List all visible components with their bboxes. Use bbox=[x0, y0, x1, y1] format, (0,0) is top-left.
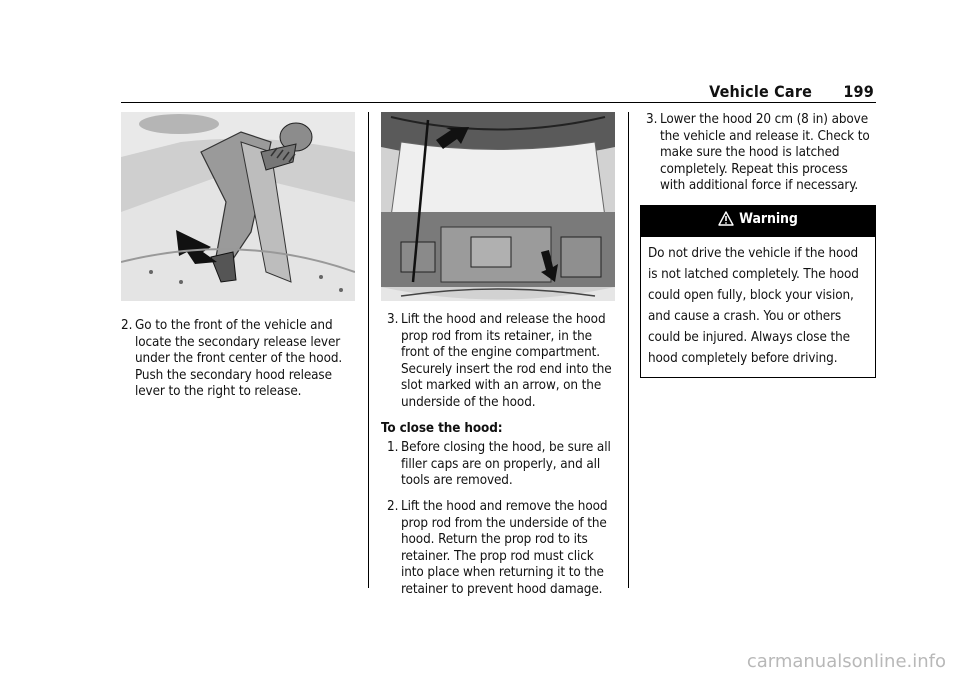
step-3-release-prop-rod bbox=[387, 312, 615, 412]
step-number: 3. bbox=[387, 312, 399, 327]
hood-prop-rod-image bbox=[381, 112, 615, 301]
step-number: 3. bbox=[646, 112, 658, 127]
close-step-2 bbox=[387, 499, 615, 599]
section-title: Vehicle Care bbox=[709, 82, 813, 101]
watermark: carmanualsonline.info bbox=[746, 651, 946, 672]
close-hood-heading: To close the hood: bbox=[381, 420, 503, 436]
step-text: Lift the hood and remove the hood prop rod from the underside of the hood. Return the prop rod to its retainer. The prop rod must click into place when returning it to the retainer to prevent hood damage. bbox=[401, 498, 608, 597]
column-1 bbox=[121, 112, 355, 410]
secondary-release-lever-image bbox=[121, 112, 355, 301]
step-text: Lift the hood and release the hood prop rod from its retainer, in the front of the engine compartment. Securely insert the rod end into the slot marked with an arrow, on the underside of the hood. bbox=[401, 312, 612, 410]
header-rule bbox=[121, 102, 876, 103]
step-number: 1. bbox=[387, 440, 399, 456]
step-2-locate-lever bbox=[121, 318, 355, 401]
hood-prop-rod-figure bbox=[381, 112, 615, 301]
page-header bbox=[709, 82, 874, 101]
column-divider-2 bbox=[628, 112, 629, 588]
column-divider-1 bbox=[368, 112, 369, 588]
warning-triangle-icon bbox=[718, 211, 734, 231]
warning-box bbox=[640, 205, 876, 378]
secondary-release-lever-figure bbox=[121, 112, 355, 301]
step-number: 2. bbox=[121, 318, 133, 333]
step-text: Lower the hood 20 cm (8 in) above the vehicle and release it. Check to make sure the hood is latched completely. Repeat this process with additional force if necessary. bbox=[660, 112, 870, 194]
page-number: 199 bbox=[843, 82, 874, 101]
step-number: 2. bbox=[387, 498, 399, 514]
warning-text: Do not drive the vehicle if the hood is not latched completely. The hood could open fully, block your vision, and cause a crash. You or others could be injured. Always close the hood completely before driving. bbox=[648, 245, 859, 366]
step-text: Go to the front of the vehicle and locate the secondary release lever under the front center of the hood. Push the secondary hood release lever to the right to release. bbox=[135, 318, 343, 400]
column-3 bbox=[640, 112, 876, 378]
step-3-lower-hood bbox=[646, 112, 876, 195]
column-2 bbox=[381, 112, 615, 608]
warning-title: Warning bbox=[739, 210, 798, 227]
step-text: Before closing the hood, be sure all filler caps are on properly, and all tools are removed. bbox=[401, 440, 611, 489]
close-step-1 bbox=[387, 440, 615, 490]
warning-header bbox=[641, 206, 875, 237]
